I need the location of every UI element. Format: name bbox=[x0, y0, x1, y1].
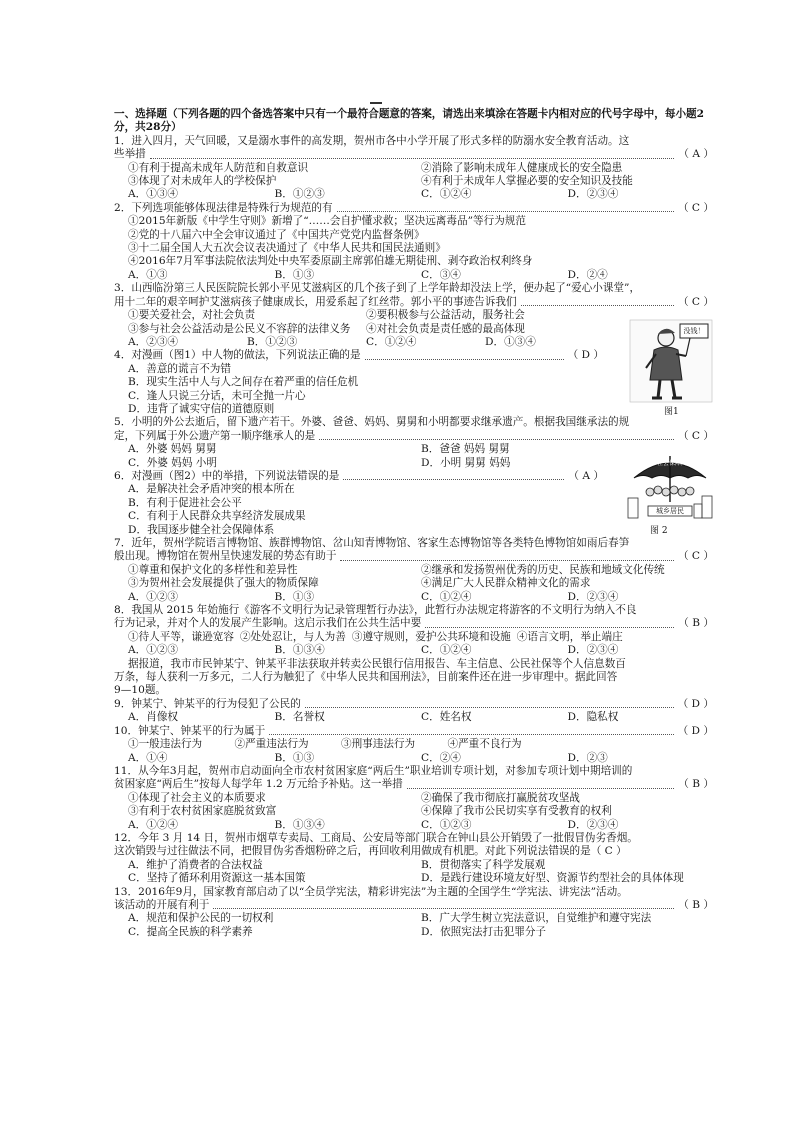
q2-statement-1: ①2015年新版《中学生守则》新增了“……会自护懂求救；坚决远离毒品”等行为规范 bbox=[128, 215, 526, 228]
q3-options bbox=[114, 336, 714, 349]
q1-options bbox=[114, 188, 714, 201]
q11-stem-line1: 11．从今年3月起，贺州市启动面向全市农村贫困家庭“两后生”职业培训专项计划，对参加专项计划中期培训的 bbox=[114, 764, 633, 777]
q10-statement-2: ②严重违法行为 bbox=[234, 738, 309, 751]
q1-option-d: D．②③④ bbox=[567, 188, 619, 201]
q5-options-row1 bbox=[114, 443, 714, 456]
question-2 bbox=[114, 202, 714, 282]
q3-statement-2: ②要积极参与公益活动，服务社会 bbox=[366, 309, 525, 322]
q11-options bbox=[114, 819, 714, 832]
q7-options bbox=[114, 591, 714, 604]
q2-stem: 2．下列选项能够体现法律是特殊行为规范的有 bbox=[114, 201, 333, 214]
q9-stem: 9．钟某宁、钟某平的行为侵犯了公民的 bbox=[114, 697, 301, 710]
q12-options-row1 bbox=[114, 859, 714, 872]
q2-statement-2: ②党的十八届六中全会审议通过了《中国共产党党内监督条例》 bbox=[128, 228, 425, 241]
q2-answer-blank bbox=[337, 211, 674, 212]
q1-answer-blank bbox=[150, 158, 675, 159]
q12-stem-line2: 这次销毁与过往做法不同，把假冒伪劣香烟粉碎之后，再回收利用做成有机肥。对此下列说法错误的是 bbox=[114, 845, 591, 858]
q6-option-d: D．我国逐步健全社会保障体系 bbox=[128, 523, 275, 536]
figure-1-caption: 图1 bbox=[664, 407, 679, 417]
q9-answer-blank bbox=[305, 707, 674, 708]
q2-option-a: A．①③ bbox=[128, 268, 168, 281]
q13-option-b: B．广大学生树立宪法意识，自觉维护和遵守宪法 bbox=[421, 912, 652, 925]
q2-statement-3: ③十二届全国人大五次会议表决通过了《中华人民共和国民法通则》 bbox=[128, 242, 446, 255]
q7-statements-row2 bbox=[114, 577, 714, 590]
material-line2: 万条，每人获利一万多元，二人行为触犯了《中华人民共和国刑法》，目前案件还在进一步审理中。据此回答 bbox=[114, 671, 618, 684]
q3-statements-row1 bbox=[114, 309, 714, 322]
figure-1-sign-text: 没钱！ bbox=[683, 327, 705, 335]
q5-stem-line2: 定，下列属于外公遗产第一顺序继承人的是 bbox=[114, 429, 316, 442]
q5-stem-line1: 5．小明的外公去逝后，留下遗产若干。外婆、爸爸、妈妈、舅舅和小明都要求继承遗产。根据我国继承法的规 bbox=[114, 416, 630, 429]
q10-answer-blank bbox=[269, 734, 673, 735]
q8-answer: （ B ） bbox=[678, 617, 714, 630]
q12-answer: （ C ） bbox=[590, 845, 627, 858]
q3-statement-3: ③参与社会公益活动是公民义不容辞的法律义务 bbox=[128, 322, 351, 335]
q2-answer-line bbox=[114, 202, 714, 215]
q6-option-b: B．有利于促进社会公平 bbox=[128, 496, 242, 509]
q10-stem: 10．钟某宁、钟某平的行为属于 bbox=[114, 724, 266, 737]
q5-option-d: D．小明 舅舅 妈妈 bbox=[421, 456, 511, 469]
q1-option-b: B．①②③ bbox=[274, 188, 325, 201]
q8-option-d: D．②③④ bbox=[567, 644, 619, 657]
q7-statements-row1 bbox=[114, 564, 714, 577]
q4-answer: （ D ） bbox=[567, 349, 604, 362]
q11-statement-4: ④保障了我市公民切实享有受教育的权利 bbox=[421, 805, 612, 818]
q6-answer-line bbox=[114, 470, 714, 483]
q1-statement-4: ④有利于未成年人掌握必要的安全知识及技能 bbox=[421, 175, 633, 188]
q11-statement-1: ①体现了社会主义的本质要求 bbox=[128, 791, 266, 804]
q11-statement-3: ③有利于农村贫困家庭脱贫致富 bbox=[128, 805, 277, 818]
q7-option-d: D．②③④ bbox=[567, 590, 619, 603]
q12-option-c: C．坚持了循环利用资源这一基本国策 bbox=[128, 872, 306, 885]
q12-answer-line bbox=[114, 845, 714, 858]
q1-stem-line1: 1．进入四月，天气回暖，又是溺水事件的高发期，贺州市各中小学开展了形式多样的防溺水安全教育活动。这 bbox=[114, 134, 630, 147]
q12-option-a: A．维护了消费者的合法权益 bbox=[128, 858, 263, 871]
q10-answer: （ D ） bbox=[677, 724, 714, 737]
q5-answer-line bbox=[114, 430, 714, 443]
q2-options bbox=[114, 269, 714, 282]
q10-option-d: D．②③ bbox=[567, 751, 608, 764]
q5-option-a: A．外婆 妈妈 舅舅 bbox=[128, 443, 217, 456]
q3-option-d: D．①③④ bbox=[485, 335, 536, 348]
q7-option-a: A．①②③ bbox=[128, 590, 179, 603]
q11-statements-row2 bbox=[114, 805, 714, 818]
q12-option-b: B．贯彻落实了科学发展观 bbox=[421, 858, 546, 871]
q10-options bbox=[114, 752, 714, 765]
q1-statement-3: ③体现了对未成年人的学校保护 bbox=[128, 175, 277, 188]
q13-answer: （ B ） bbox=[678, 898, 714, 911]
q10-option-a: A．①④ bbox=[128, 751, 168, 764]
q7-statement-3: ③为贺州社会发展提供了强大的物质保障 bbox=[128, 577, 319, 590]
q3-stem-line1: 3．山西临汾第三人民医院院长郭小平见艾滋病区的几个孩子到了上学年龄却没法上学，便办起了“爱心小课堂”， bbox=[114, 282, 641, 295]
material-line3: 9—10题。 bbox=[114, 684, 167, 697]
q10-option-b: B．①③ bbox=[274, 751, 315, 764]
q13-option-a: A．规范和保护公民的一切权利 bbox=[128, 912, 274, 925]
question-10 bbox=[114, 725, 714, 765]
q4-stem: 4．对漫画（图1）中人物的做法，下列说法正确的是 bbox=[114, 349, 361, 362]
q10-statement-1: ①一般违法行为 bbox=[128, 738, 203, 751]
q3-statements-row2 bbox=[114, 323, 714, 336]
q1-statements-row2 bbox=[114, 175, 714, 188]
q13-option-c: C．提高全民族的科学素养 bbox=[128, 925, 253, 938]
q4-option-d: D．违背了诚实守信的道德原则 bbox=[128, 402, 275, 415]
q5-option-b: B．爸爸 妈妈 舅舅 bbox=[421, 443, 510, 456]
question-5 bbox=[114, 416, 714, 470]
question-9 bbox=[114, 698, 714, 725]
question-4 bbox=[114, 349, 714, 416]
question-13 bbox=[114, 886, 714, 940]
q10-option-c: C．②④ bbox=[421, 751, 461, 764]
q10-statements bbox=[114, 738, 714, 751]
q13-options-row1 bbox=[114, 912, 714, 925]
q5-answer-blank bbox=[319, 439, 674, 440]
q7-answer: （ C ） bbox=[677, 550, 714, 563]
q3-option-c: C．①②④ bbox=[366, 335, 417, 348]
q8-stem-line2: 行为记录，并对个人的发展产生影响。这启示我们在公共生活中要 bbox=[114, 617, 422, 630]
q6-stem: 6．对漫画（图2）中的举措，下列说法错误的是 bbox=[114, 469, 340, 482]
q6-option-c: C．有利于人民群众共享经济发展成果 bbox=[128, 510, 306, 523]
q9-options bbox=[114, 711, 714, 724]
question-6 bbox=[114, 470, 714, 537]
q11-statements-row1 bbox=[114, 792, 714, 805]
q8-statement-3: ③遵守规则，爱护公共环境和设施 bbox=[351, 630, 511, 643]
q5-options-row2 bbox=[114, 457, 714, 470]
q1-answer: （ A ） bbox=[678, 148, 714, 161]
q13-stem-line1: 13．2016年9月，国家教育部启动了以“全员学宪法，精彩讲宪法”为主题的全国学生“学宪法、讲宪法”活动。 bbox=[114, 885, 628, 898]
q1-statement-2: ②消除了影响未成年人健康成长的安全隐患 bbox=[421, 161, 623, 174]
q12-option-d: D．是践行建设环境友好型、资源节约型社会的具体体现 bbox=[421, 872, 684, 885]
q11-option-b: B．①③④ bbox=[274, 818, 325, 831]
q13-options-row2 bbox=[114, 926, 714, 939]
q8-answer-line bbox=[114, 617, 714, 630]
q10-answer-line bbox=[114, 725, 714, 738]
q6-option-a: A．是解决社会矛盾冲突的根本所在 bbox=[128, 483, 295, 496]
q4-option-b: B．现实生活中人与人之间存在着严重的信任危机 bbox=[128, 376, 359, 389]
q13-option-d: D．依照宪法打击犯罪分子 bbox=[421, 925, 547, 938]
q2-statement-4: ④2016年7月军事法院依法判处中央军委原副主席郭伯雄无期徒刑、剥夺政治权利终身 bbox=[128, 255, 533, 268]
q6-answer-blank bbox=[343, 479, 564, 480]
q3-answer: （ C ） bbox=[677, 295, 714, 308]
q12-stem-line1: 12．今年 3 月 14 日，贺州市烟草专卖局、工商局、公安局等部门联合在钟山县公开销毁了一批假冒伪劣香烟。 bbox=[114, 831, 638, 844]
q4-option-a: A．善意的谎言不为错 bbox=[128, 362, 231, 375]
q7-answer-blank bbox=[340, 560, 674, 561]
q8-statement-4: ④语言文明，举止端庄 bbox=[516, 630, 623, 643]
figure-2-umbrella-text: 社会保障网 bbox=[656, 460, 687, 467]
figure-2-caption: 图 2 bbox=[650, 526, 668, 536]
q11-answer-line bbox=[114, 778, 714, 791]
q9-answer-line bbox=[114, 698, 714, 711]
q7-statement-1: ①尊重和保护文化的多样性和差异性 bbox=[128, 563, 298, 576]
q13-answer-blank bbox=[213, 908, 674, 909]
material-line1: 据报道，我市市民钟某宁、钟某平非法获取并转卖公民银行信用报告、车主信息、公民社保等个人信息数百 bbox=[128, 657, 626, 670]
q4-option-c: C．逢人只说三分话，未可全抛一片心 bbox=[128, 389, 306, 402]
q8-statement-2: ②处处忍让，与人为善 bbox=[239, 630, 346, 643]
q8-statement-1: ①待人平等，谦逊宽容 bbox=[128, 630, 234, 643]
question-sheet bbox=[114, 108, 714, 939]
q8-answer-blank bbox=[425, 627, 674, 628]
q2-answer: （ C ） bbox=[677, 201, 714, 214]
figure-2-cartoon bbox=[626, 452, 714, 524]
q3-statement-4: ④对社会负责是责任感的最高体现 bbox=[366, 322, 525, 335]
q5-answer: （ C ） bbox=[677, 429, 714, 442]
question-3 bbox=[114, 282, 714, 349]
figure-2-label: 城乡居民 bbox=[656, 507, 684, 515]
question-11 bbox=[114, 765, 714, 832]
q11-option-a: A．①②④ bbox=[128, 818, 179, 831]
q5-option-c: C．外婆 妈妈 小明 bbox=[128, 456, 217, 469]
section-title: 一、选择题（下列各题的四个备选答案中只有一个最符合题意的答案，请选出来填涂在答题卡内相对应的代号字母中，每小题2分，共28分） bbox=[114, 108, 705, 134]
q1-statements-row1 bbox=[114, 162, 714, 175]
q12-options-row2 bbox=[114, 872, 714, 885]
question-7 bbox=[114, 537, 714, 604]
q11-statement-2: ②确保了我市彻底打赢脱贫攻坚战 bbox=[421, 791, 580, 804]
q1-option-a: A．①③④ bbox=[128, 188, 179, 201]
scan-mark bbox=[370, 102, 382, 104]
q1-option-c: C．①②④ bbox=[421, 188, 472, 201]
q7-option-c: C．①②④ bbox=[421, 590, 472, 603]
q11-option-d: D．②③④ bbox=[567, 818, 619, 831]
q11-answer: （ B ） bbox=[678, 778, 714, 791]
q13-answer-line bbox=[114, 899, 714, 912]
q9-option-c: C．姓名权 bbox=[421, 711, 472, 724]
q1-statement-1: ①有利于提高未成年人防范和自救意识 bbox=[128, 161, 309, 174]
q6-answer: （ A ） bbox=[568, 469, 604, 482]
q10-statement-4: ④严重不良行为 bbox=[447, 738, 522, 751]
q7-stem-line2: 般出现。博物馆在贺州呈快速发展的势态有助于 bbox=[114, 550, 337, 563]
question-8 bbox=[114, 604, 714, 658]
q2-option-c: C．③④ bbox=[421, 268, 461, 281]
q7-stem-line1: 7．近年，贺州学院语言博物馆、族群博物馆、岔山知青博物馆、客家生态博物馆等各类特色博物馆如雨后春笋 bbox=[114, 537, 630, 549]
q8-stem-line1: 8．我国从 2015 年始施行《游客不文明行为记录管理暂行办法》，此暂行办法规定将游客的不文明行为纳入不良 bbox=[114, 604, 637, 617]
q4-answer-line bbox=[114, 349, 714, 362]
q8-options bbox=[114, 644, 714, 657]
q7-option-b: B．①③ bbox=[274, 590, 315, 603]
q2-option-d: D．②④ bbox=[567, 268, 608, 281]
q13-stem-line2: 该活动的开展有利于 bbox=[114, 898, 210, 911]
q9-option-b: B．名誉权 bbox=[274, 711, 325, 724]
q7-statement-2: ②继承和发扬贺州优秀的历史、民族和地域文化传统 bbox=[421, 563, 665, 576]
q3-answer-line bbox=[114, 296, 714, 309]
question-12 bbox=[114, 832, 714, 886]
q8-option-b: B．①③④ bbox=[274, 644, 325, 657]
q11-option-c: C．①②③ bbox=[421, 818, 472, 831]
q3-answer-blank bbox=[521, 305, 674, 306]
q3-stem-line2: 用十二年的艰辛呵护艾滋病孩子健康成长，用爱系起了红丝带。郭小平的事迹告诉我们 bbox=[114, 295, 517, 308]
q3-option-a: A．②③④ bbox=[128, 335, 179, 348]
q1-answer-line bbox=[114, 148, 714, 161]
q8-option-a: A．①②③ bbox=[128, 644, 179, 657]
q9-answer: （ D ） bbox=[677, 697, 714, 710]
reading-material bbox=[114, 658, 714, 698]
q11-stem-line2: 贫困家庭“两后生”按每人每学年 1.2 万元给予补贴。这一举措 bbox=[114, 778, 403, 791]
q7-answer-line bbox=[114, 550, 714, 563]
q3-option-b: B．①②③ bbox=[247, 335, 298, 348]
q3-statement-1: ①要关爱社会，对社会负责 bbox=[128, 309, 256, 322]
question-1 bbox=[114, 135, 714, 202]
q9-option-a: A．肖像权 bbox=[128, 711, 179, 724]
figure-1-cartoon bbox=[628, 318, 714, 404]
q9-option-d: D．隐私权 bbox=[567, 711, 619, 724]
q8-statements bbox=[114, 631, 714, 644]
q2-option-b: B．①③ bbox=[274, 268, 315, 281]
q4-answer-blank bbox=[365, 359, 564, 360]
q11-answer-blank bbox=[407, 788, 675, 789]
q8-option-c: C．①②④ bbox=[421, 644, 472, 657]
q1-stem-line2: 些举措 bbox=[114, 148, 146, 161]
q7-statement-4: ④满足广大人民群众精神文化的需求 bbox=[421, 577, 591, 590]
q10-statement-3: ③刑事违法行为 bbox=[341, 738, 416, 751]
